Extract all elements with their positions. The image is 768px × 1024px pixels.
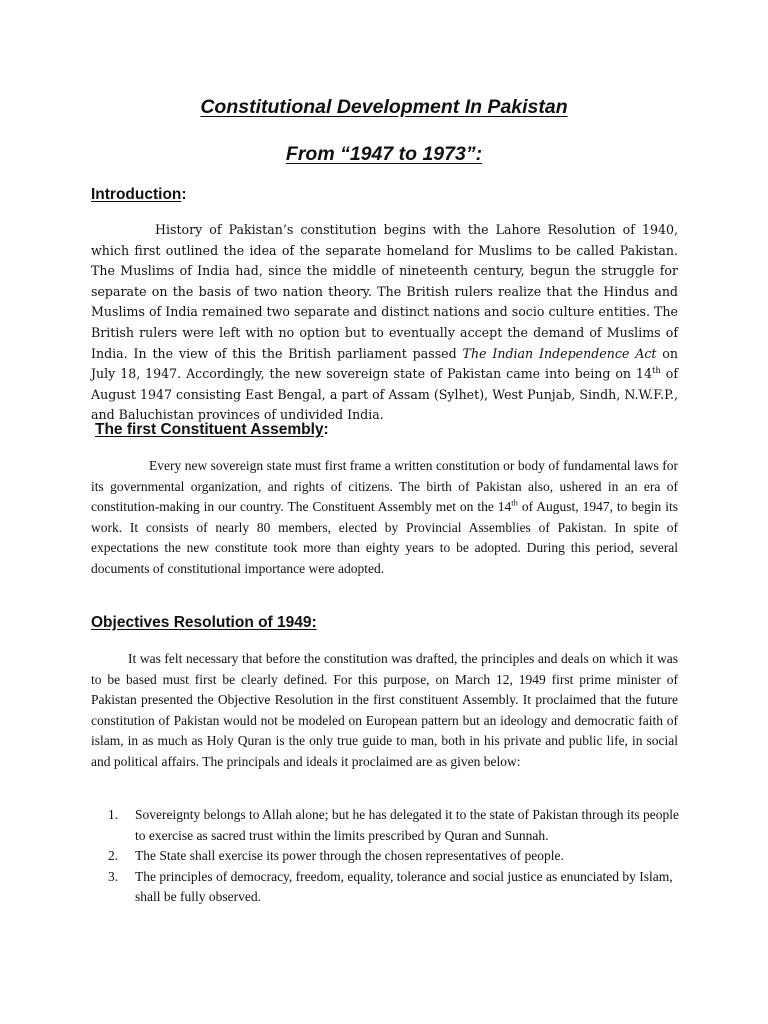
principles-list — [108, 805, 680, 908]
section-heading-objectives-resolution: Objectives Resolution of 1949: — [91, 614, 317, 631]
assembly-superscript: th — [511, 497, 518, 508]
paragraph-introduction — [91, 220, 678, 426]
intro-act-name: The Indian Independence Act — [462, 345, 657, 361]
list-item — [108, 805, 680, 846]
list-item-number: 1. — [108, 807, 119, 822]
heading-text: The first Constituent Assembly — [95, 421, 324, 438]
document-subtitle: From “1947 to 1973”: — [285, 143, 483, 165]
list-item-text: Sovereignty belongs to Allah alone; but he has delegated it to the state of Pakistan through its people to exercise as sacred trust within the limits prescribed by Quran and Sunnah. — [135, 807, 680, 843]
objectives-text: It was felt necessary that before the constitution was drafted, the principles and deals on which it was to be based must first be clearly defined. For this purpose, on March 12, 1949 first prime minister of Pakistan presented the Objective Resolution in the first constituent Assembly. It proclaimed that the future constitution of Pakistan would not be modeled on European pattern but an ideology and democratic faith of islam, in as much as Holy Quran is the only true guide to man, both in his private and public life, in social and political affairs. The principals and ideals it proclaimed are as given below: — [91, 651, 678, 769]
document-title: Constitutional Development In Pakistan — [200, 96, 568, 118]
assembly-text-a: Every new sovereign state must first frame a written constitution or body of fundamental laws for its governmental organization, and rights of citizens. The birth of Pakistan also, ushered in an era of constitution-making in our country. The Constituent Assembly met on the 14 — [91, 458, 678, 515]
list-item — [108, 867, 680, 908]
list-item-number: 3. — [108, 868, 119, 884]
list-item-number: 2. — [108, 848, 119, 864]
assembly-text-b: of August, 1947, to begin its work. It consists of nearly 80 members, elected by Provincial Assemblies of Pakistan. In spite of expectations the new constitute took more than eighty years to be adopted. During this period, several documents of constitutional importance were adopted. — [91, 499, 678, 576]
paragraph-constituent-assembly — [91, 456, 678, 580]
intro-text-c: of August 1947 consisting East Bengal, a part of Assam (Sylhet), West Punjab, Sindh, N.W.F.P., and Baluchistan provinces of undivided India. — [91, 366, 679, 423]
list-item — [108, 846, 680, 867]
heading-colon: : — [323, 421, 329, 438]
heading-text: Introduction — [91, 186, 182, 203]
section-heading-introduction — [91, 186, 187, 204]
intro-superscript: th — [651, 365, 661, 376]
list-item-text: The State shall exercise its power through the chosen representatives of people. — [135, 848, 564, 864]
paragraph-objectives-resolution — [91, 649, 678, 773]
heading-colon: : — [181, 186, 187, 203]
intro-text-b: on July 18, 1947. Accordingly, the new sovereign state of Pakistan came into being on 14 — [91, 345, 678, 382]
list-item-text: The principles of democracy, freedom, equality, tolerance and social justice as enunciated by Islam, shall be fully observed. — [135, 868, 673, 905]
intro-text-a: History of Pakistan’s constitution begins with the Lahore Resolution of 1940, which first outlined the idea of the separate homeland for Muslims to be called Pakistan. The Muslims of India had, since the middle of nineteenth century, begun the struggle for separate on the basis of two nation theory. The British rulers realize that the Hindus and Muslims of India remained two separate and distinct nations and socio culture entities. The British rulers were left with no option but to eventually accept the demand of Muslims of India. In the view of this the British parliament passed — [91, 222, 678, 361]
section-heading-constituent-assembly — [95, 421, 329, 439]
